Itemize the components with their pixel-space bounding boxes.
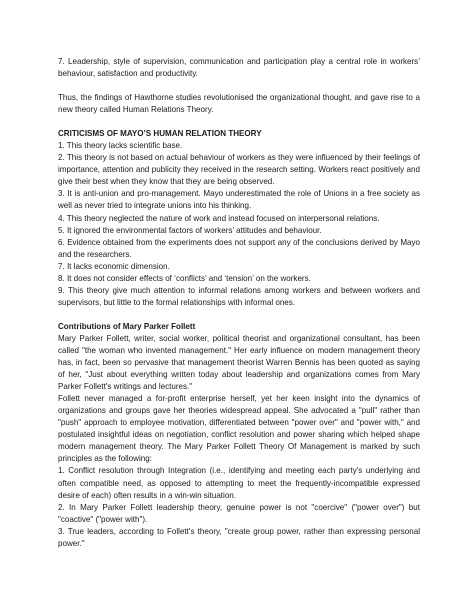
section-heading-criticisms: CRITICISMS OF MAYO’S HUMAN RELATION THEORY [58,129,262,139]
follett-principle: 2. In Mary Parker Follett leadership theory, genuine power is not "coercive" ("power over") but "coactive" ("power with"). [58,502,420,524]
criticism-item: 2. This theory is not based on actual behaviour of workers as they were influenced by their feelings of importance, attention and publicity they received in the research setting. Workers react positively and give their best when they know that they are being observed. [58,153,420,187]
paragraph-hawthorne: Thus, the findings of Hawthorne studies revolutionised the organizational thought, and gave rise to a new theory called Human Relations Theory. [58,93,420,115]
paragraph-follett-intro: Mary Parker Follett, writer, social worker, political theorist and organizational consultant, has been called "the woman who invented management." Her early influence on modern management theory has, in fact, been so pervasive that management theorist Warren Bennis has been quoted as saying of her, "Just about everything written today about leadership and organizations comes from Mary Parker Follett's writings and lectures." [58,333,420,392]
criticism-item: 6. Evidence obtained from the experiments does not support any of the conclusions derived by Mayo and the researchers. [58,237,420,259]
follett-principle: 3. True leaders, according to Follett's theory, "create group power, rather than expressing personal power." [58,526,420,548]
criticism-item: 4. This theory neglected the nature of work and instead focused on interpersonal relations. [58,213,380,223]
paragraph-follett-theory: Follett never managed a for-profit enterprise herself, yet her keen insight into the dynamics of organizations and groups gave her theories widespread appeal. She advocated a "pull" rather than "push" approach to employee motivation, differentiated between "power over" and "power with," and postulated insightful ideas on negotiation, conflict resolution and power sharing which helped shape modern management theory. The Mary Parker Follett Theory Of Management is marked by such principles as the following: [58,394,420,464]
criticism-item: 8. It does not consider effects of ‘conflicts’ and ‘tension’ on the workers. [58,273,311,283]
criticism-item: 3. It is anti-union and pro-management. Mayo underestimated the role of Unions in a free society as well as never tried to integrate unions into his thinking. [58,189,420,211]
criticism-item: 9. This theory give much attention to informal relations among workers and between workers and supervisors, but little to the formal relationships with informal ones. [58,285,420,307]
follett-principle: 1. Conflict resolution through Integration (i.e., identifying and meeting each party's underlying and often compatible need, as opposed to attempting to meet the frequently-incompatible expressed desire of each) often results in a win-win situation. [58,466,420,500]
paragraph-point-7: 7. Leadership, style of supervision, communication and participation play a central role in workers’ behaviour, satisfaction and productivity. [58,57,420,79]
section-heading-follett: Contributions of Mary Parker Follett [58,321,196,331]
criticism-item: 7. It lacks economic dimension. [58,261,170,271]
criticism-item: 1. This theory lacks scientific base. [58,141,183,151]
criticism-item: 5. It ignored the environmental factors of workers’ attitudes and behaviour. [58,225,322,235]
